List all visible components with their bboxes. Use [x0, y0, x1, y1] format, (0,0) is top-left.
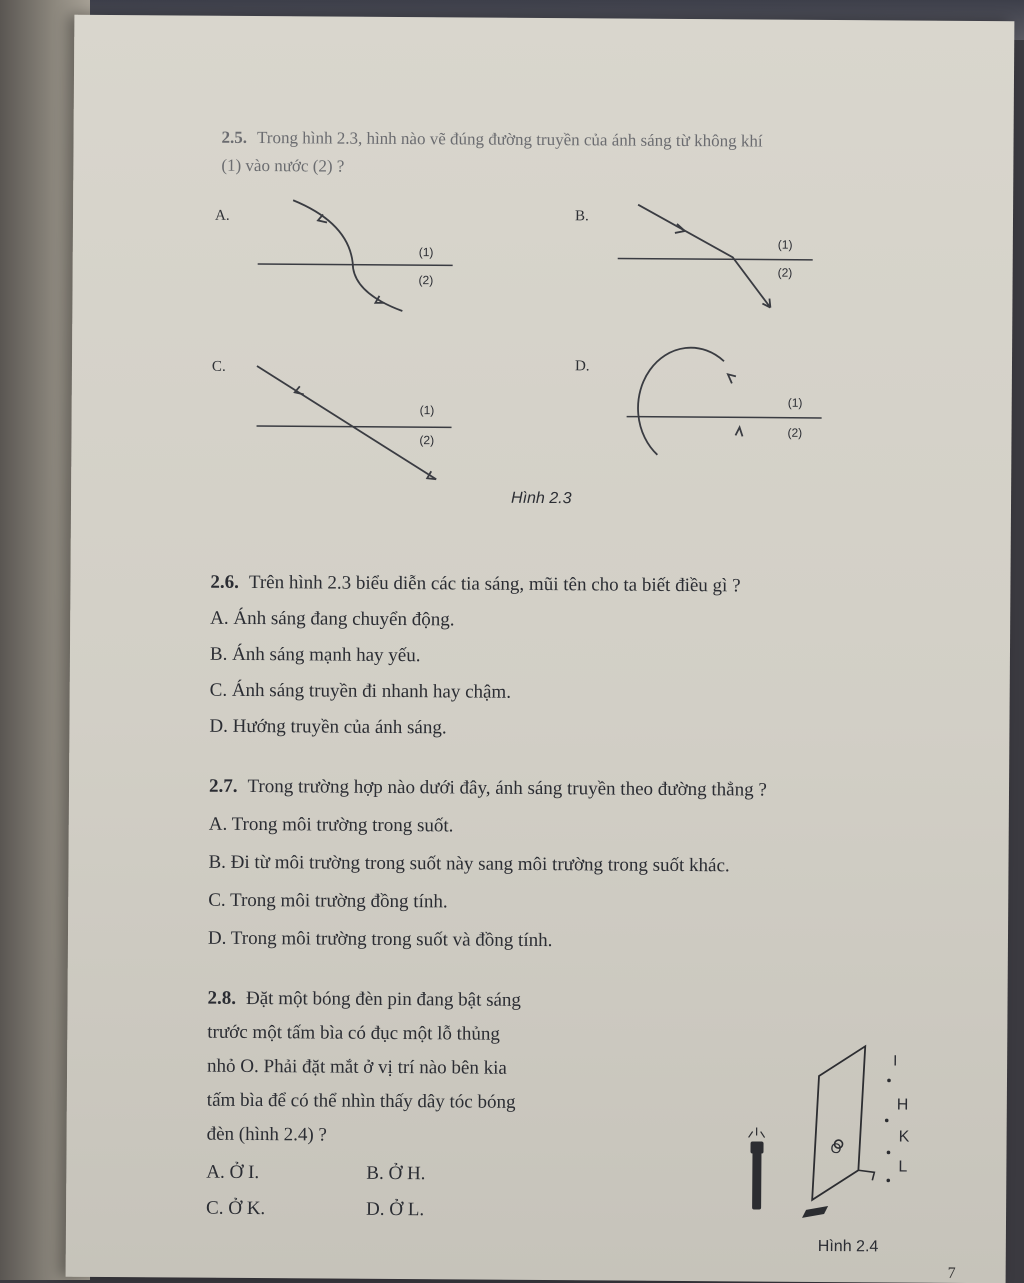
q26-answer-a: A. Ánh sáng đang chuyển động.: [210, 607, 455, 631]
fig24-hole-label: O: [830, 1140, 842, 1157]
q27-number: 2.7.: [208, 775, 238, 797]
fig23-option-c: C.: [211, 358, 226, 375]
fig23-caption: Hình 2.3: [510, 489, 572, 508]
q28-line5: đèn (hình 2.4) ?: [206, 1123, 327, 1146]
q28-answer-d: D. Ở L.: [366, 1198, 425, 1221]
q28-answer-c: C. Ở K.: [206, 1197, 266, 1220]
q28-line3: nhỏ O. Phải đặt mắt ở vị trí nào bên kia: [207, 1055, 507, 1079]
q26-question: [210, 572, 740, 598]
fig23-option-a: A.: [214, 207, 230, 224]
q25-line2: (1) vào nước (2) ?: [221, 155, 345, 176]
fig23-option-b: B.: [574, 208, 589, 225]
fig23-b-medium2: (2): [777, 265, 793, 280]
q28-answer-b: B. Ở H.: [366, 1162, 426, 1185]
fig23-d-medium1: (1): [787, 395, 803, 410]
fig24-caption: Hình 2.4: [817, 1237, 879, 1256]
fig23-diagram-d: [611, 348, 832, 480]
q27-answer-a: A. Trong môi trường trong suốt.: [208, 813, 454, 837]
fig24-point-i: I: [893, 1052, 898, 1070]
fig23-diagram-b: [612, 194, 823, 325]
q27-question: [209, 776, 767, 802]
fig24-diagram: [736, 1039, 977, 1231]
fig23-a-medium2: (2): [418, 273, 434, 288]
q28-line1: [207, 988, 521, 1012]
fig24-point-l: L: [898, 1158, 908, 1176]
q27-answer-b: B. Đi từ môi trường trong suốt này sang môi trường trong suốt khác.: [208, 851, 730, 877]
fig24-point-k: K: [898, 1128, 910, 1146]
q28-line4: tấm bìa để có thể nhìn thấy dây tóc bóng: [206, 1089, 516, 1113]
fig23-d-medium2: (2): [787, 425, 803, 440]
q28-text-1: Đặt một bóng đèn pin đang bật sáng: [245, 987, 522, 1011]
flashlight-icon: [752, 1151, 761, 1209]
fig23-c-medium1: (1): [419, 403, 435, 418]
page-number: 7: [947, 1264, 956, 1282]
q25-line1: [221, 128, 762, 152]
fig23-diagram-a: [252, 192, 483, 324]
fig23-option-d: D.: [574, 358, 590, 375]
q26-text: Trên hình 2.3 biểu diễn các tia sáng, mũi tên cho ta biết điều gì ?: [248, 571, 741, 597]
fig23-c-medium2: (2): [419, 433, 435, 448]
q26-answer-b: B. Ánh sáng mạnh hay yếu.: [209, 643, 421, 667]
q28-answer-a: A. Ở I.: [206, 1161, 260, 1184]
q27-answer-d: D. Trong môi trường trong suốt và đồng tính.: [207, 927, 553, 952]
q28-line2: trước một tấm bìa có đục một lỗ thủng: [207, 1021, 501, 1045]
q28-number: 2.8.: [207, 987, 237, 1009]
q26-answer-d: D. Hướng truyền của ánh sáng.: [209, 715, 447, 739]
fig23-b-medium1: (1): [777, 237, 793, 252]
textbook-page: [66, 15, 1015, 1283]
fig24-point-h: H: [896, 1096, 909, 1114]
q27-text: Trong trường hợp nào dưới đây, ánh sáng truyền theo đường thẳng ?: [247, 775, 767, 801]
q25-text: Trong hình 2.3, hình nào vẽ đúng đường truyền của ánh sáng từ không khí: [256, 128, 763, 151]
q26-number: 2.6.: [210, 571, 240, 593]
q25-number: 2.5.: [221, 127, 248, 147]
q27-answer-c: C. Trong môi trường đồng tính.: [208, 889, 448, 913]
fig23-diagram-c: [251, 356, 482, 498]
fig23-a-medium1: (1): [418, 245, 434, 260]
q26-answer-c: C. Ánh sáng truyền đi nhanh hay chậm.: [209, 679, 512, 703]
cardboard-screen: [812, 1046, 865, 1200]
